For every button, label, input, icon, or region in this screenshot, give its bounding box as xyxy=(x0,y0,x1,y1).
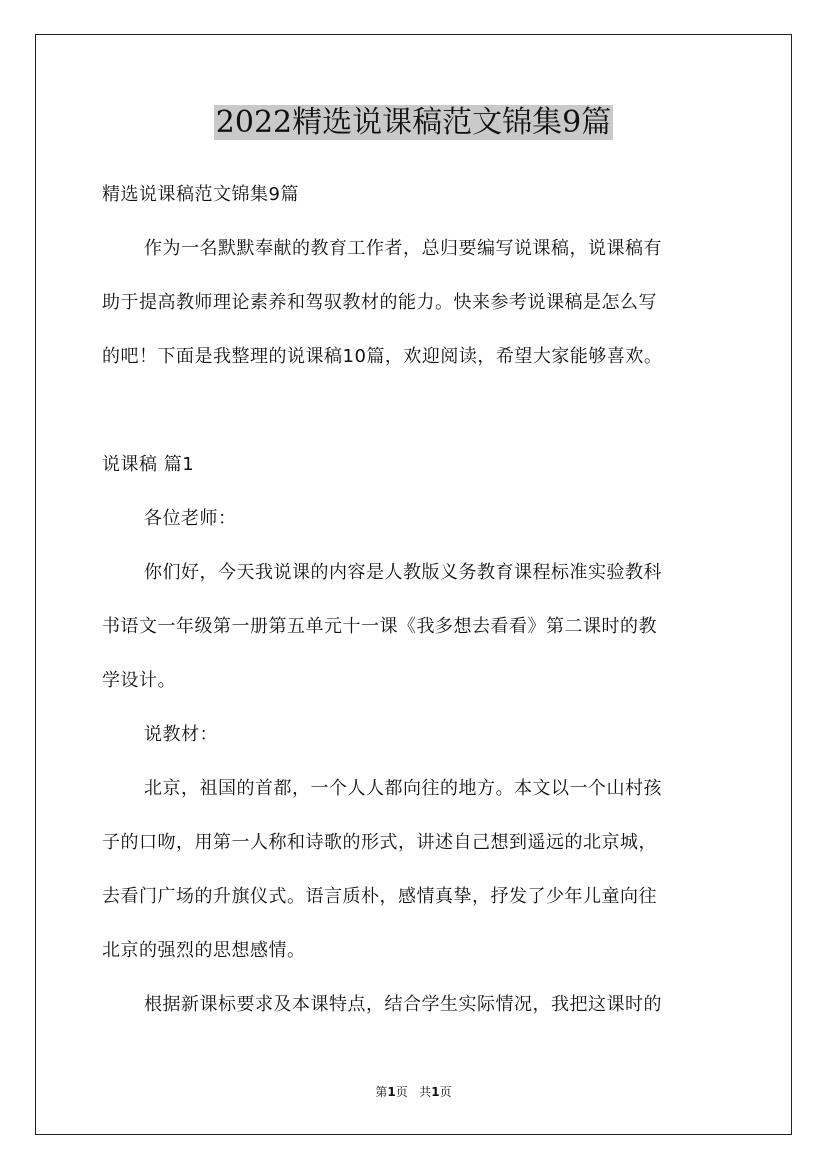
page-label-suffix: 页 xyxy=(395,1085,408,1099)
document-subtitle: 精选说课稿范文锦集9篇 xyxy=(102,184,299,205)
total-suffix: 页 xyxy=(439,1085,452,1099)
section-heading: 说课稿 篇1 xyxy=(102,454,195,475)
total-prefix: 共 xyxy=(419,1085,432,1099)
para2-line-4: 北京的强烈的思想感情。 xyxy=(102,940,306,961)
intro-line-1: 作为一名默默奉献的教育工作者，总归要编写说课稿，说课稿有 xyxy=(144,238,662,259)
intro-line-2: 助于提高教师理论素养和驾驭教材的能力。快来参考说课稿是怎么写 xyxy=(102,292,657,313)
page-footer xyxy=(0,1084,827,1100)
para2-line-1: 北京，祖国的首都，一个人人都向往的地方。本文以一个山村孩 xyxy=(144,778,662,799)
intro-line-3: 的吧！下面是我整理的说课稿10篇，欢迎阅读，希望大家能够喜欢。 xyxy=(102,346,663,367)
document-title xyxy=(0,103,827,143)
greeting: 各位老师： xyxy=(144,508,237,529)
para1-line-3: 学设计。 xyxy=(102,670,176,691)
page-label-prefix: 第 xyxy=(375,1085,388,1099)
total-pages: 1 xyxy=(431,1085,440,1099)
para1-line-2: 书语文一年级第一册第五单元十一课《我多想去看看》第二课时的教 xyxy=(102,616,657,637)
para2-line-2: 子的口吻，用第一人称和诗歌的形式，讲述自己想到遥远的北京城， xyxy=(102,832,657,853)
para2-line-3: 去看门广场的升旗仪式。语言质朴，感情真挚，抒发了少年儿童向往 xyxy=(102,886,657,907)
para1-line-1: 你们好，今天我说课的内容是人教版义务教育课程标准实验教科 xyxy=(144,562,662,583)
material-heading: 说教材： xyxy=(144,724,218,745)
para3-line-1: 根据新课标要求及本课特点，结合学生实际情况，我把这课时的 xyxy=(144,994,662,1015)
page-number: 1 xyxy=(387,1085,396,1099)
document-title-text: 2022精选说课稿范文锦集9篇 xyxy=(215,105,612,140)
